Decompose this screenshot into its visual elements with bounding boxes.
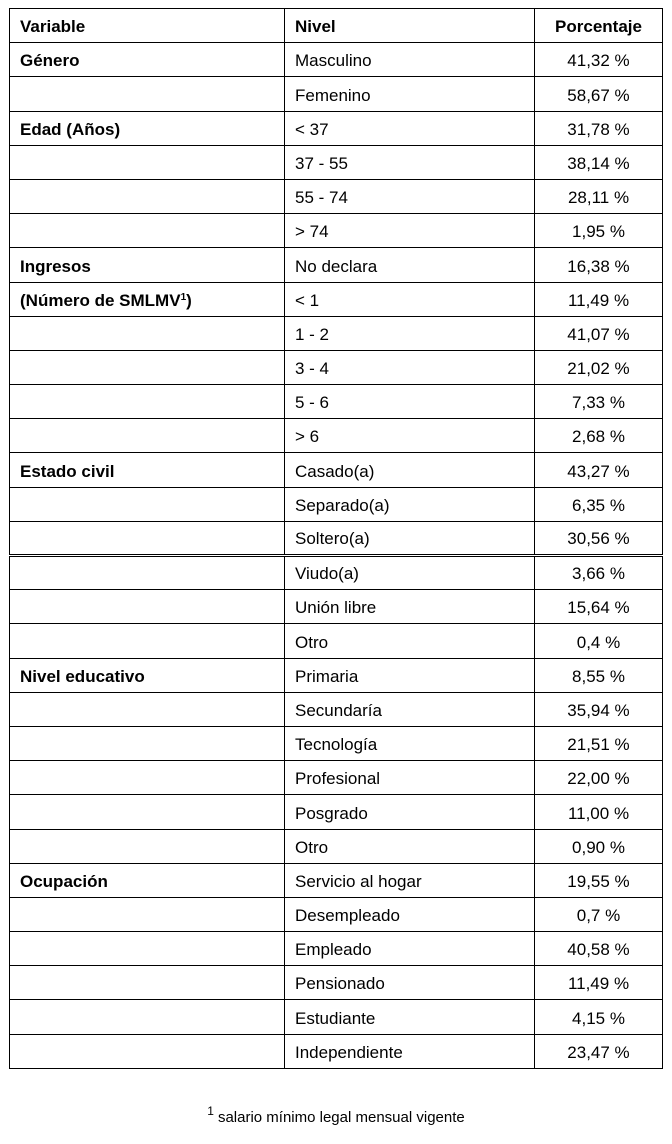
cell-variable [10, 214, 285, 248]
table-row [10, 1034, 663, 1068]
header-porcentaje: Porcentaje [535, 9, 663, 43]
header-nivel: Nivel [285, 9, 535, 43]
cell-nivel: Tecnología [285, 726, 535, 760]
cell-nivel: Primaria [285, 658, 535, 692]
cell-variable [10, 726, 285, 760]
cell-porcentaje: 0,4 % [535, 624, 663, 658]
table-row [10, 897, 663, 931]
table-row [10, 521, 663, 555]
cell-porcentaje: 3,66 % [535, 556, 663, 590]
cell-nivel: Posgrado [285, 795, 535, 829]
cell-variable [10, 590, 285, 624]
cell-porcentaje: 21,51 % [535, 726, 663, 760]
table-row [10, 795, 663, 829]
cell-nivel: Casado(a) [285, 453, 535, 487]
cell-nivel: 1 - 2 [285, 316, 535, 350]
table-row [10, 248, 663, 282]
cell-porcentaje: 21,02 % [535, 350, 663, 384]
cell-porcentaje: 16,38 % [535, 248, 663, 282]
cell-variable [10, 897, 285, 931]
table-row [10, 316, 663, 350]
cell-nivel: Empleado [285, 932, 535, 966]
cell-variable [10, 1000, 285, 1034]
cell-variable [10, 385, 285, 419]
cell-nivel: Estudiante [285, 1000, 535, 1034]
cell-nivel: Otro [285, 624, 535, 658]
table-row [10, 282, 663, 316]
cell-variable [10, 248, 285, 282]
cell-porcentaje: 43,27 % [535, 453, 663, 487]
cell-porcentaje: 4,15 % [535, 1000, 663, 1034]
cell-porcentaje: 41,32 % [535, 43, 663, 77]
cell-porcentaje: 0,90 % [535, 829, 663, 863]
footnote-ref: 1 [180, 291, 187, 303]
cell-porcentaje: 35,94 % [535, 692, 663, 726]
cell-variable [10, 111, 285, 145]
cell-porcentaje: 38,14 % [535, 145, 663, 179]
cell-variable [10, 77, 285, 111]
cell-variable [10, 624, 285, 658]
cell-nivel: Servicio al hogar [285, 863, 535, 897]
cell-nivel: Independiente [285, 1034, 535, 1068]
cell-variable [10, 658, 285, 692]
cell-porcentaje: 31,78 % [535, 111, 663, 145]
table-row [10, 863, 663, 897]
cell-porcentaje: 41,07 % [535, 316, 663, 350]
table-row [10, 556, 663, 590]
cell-nivel: Soltero(a) [285, 521, 535, 555]
cell-nivel: > 74 [285, 214, 535, 248]
table-row [10, 726, 663, 760]
cell-variable [10, 145, 285, 179]
table-row [10, 43, 663, 77]
table-row [10, 419, 663, 453]
variable-label: Género [20, 51, 80, 71]
table-row [10, 77, 663, 111]
cell-porcentaje: 23,47 % [535, 1034, 663, 1068]
header-variable: Variable [10, 9, 285, 43]
cell-nivel: 37 - 55 [285, 145, 535, 179]
cell-variable [10, 282, 285, 316]
cell-porcentaje: 7,33 % [535, 385, 663, 419]
cell-nivel: Desempleado [285, 897, 535, 931]
cell-variable [10, 556, 285, 590]
header-row [10, 9, 663, 43]
cell-nivel: Otro [285, 829, 535, 863]
cell-porcentaje: 2,68 % [535, 419, 663, 453]
cell-porcentaje: 22,00 % [535, 761, 663, 795]
cell-variable [10, 932, 285, 966]
table-row [10, 453, 663, 487]
table-row [10, 214, 663, 248]
cell-variable [10, 487, 285, 521]
table-row [10, 590, 663, 624]
variable-label: (Número de SMLMV [20, 290, 181, 310]
cell-nivel: Viudo(a) [285, 556, 535, 590]
table-row [10, 111, 663, 145]
cell-porcentaje: 1,95 % [535, 214, 663, 248]
cell-nivel: > 6 [285, 419, 535, 453]
table-row [10, 692, 663, 726]
table-row [10, 829, 663, 863]
cell-porcentaje: 8,55 % [535, 658, 663, 692]
table-row [10, 658, 663, 692]
table-row [10, 145, 663, 179]
table-row [10, 761, 663, 795]
cell-variable [10, 829, 285, 863]
variable-label: Edad (Años) [20, 119, 121, 139]
cell-nivel: No declara [285, 248, 535, 282]
variable-label: Ingresos [20, 256, 91, 276]
cell-variable [10, 43, 285, 77]
cell-nivel: Secundaría [285, 692, 535, 726]
cell-nivel: < 1 [285, 282, 535, 316]
demographics-table [9, 8, 663, 1069]
cell-porcentaje: 40,58 % [535, 932, 663, 966]
cell-porcentaje: 58,67 % [535, 77, 663, 111]
table-row [10, 966, 663, 1000]
cell-nivel: Pensionado [285, 966, 535, 1000]
cell-nivel: 5 - 6 [285, 385, 535, 419]
cell-variable [10, 350, 285, 384]
cell-variable [10, 453, 285, 487]
cell-nivel: Separado(a) [285, 487, 535, 521]
table-row [10, 624, 663, 658]
cell-nivel: 55 - 74 [285, 179, 535, 213]
cell-variable [10, 316, 285, 350]
table-row [10, 932, 663, 966]
footnote-mark: 1 [207, 1104, 214, 1118]
cell-variable [10, 179, 285, 213]
cell-nivel: 3 - 4 [285, 350, 535, 384]
cell-porcentaje: 0,7 % [535, 897, 663, 931]
cell-variable [10, 1034, 285, 1068]
cell-variable [10, 692, 285, 726]
cell-porcentaje: 11,49 % [535, 966, 663, 1000]
cell-porcentaje: 30,56 % [535, 521, 663, 555]
variable-label: Ocupación [20, 871, 108, 891]
variable-label: Estado civil [20, 461, 115, 481]
cell-porcentaje: 28,11 % [535, 179, 663, 213]
variable-label-tail: ) [186, 290, 192, 310]
cell-variable [10, 863, 285, 897]
table-row [10, 385, 663, 419]
cell-porcentaje: 6,35 % [535, 487, 663, 521]
table-row [10, 179, 663, 213]
cell-variable [10, 795, 285, 829]
cell-nivel: < 37 [285, 111, 535, 145]
cell-porcentaje: 19,55 % [535, 863, 663, 897]
table-row [10, 1000, 663, 1034]
table-body [10, 43, 663, 1069]
cell-nivel: Masculino [285, 43, 535, 77]
cell-nivel: Femenino [285, 77, 535, 111]
cell-porcentaje: 11,00 % [535, 795, 663, 829]
table-row [10, 487, 663, 521]
variable-label: Nivel educativo [20, 666, 145, 686]
cell-nivel: Unión libre [285, 590, 535, 624]
table-row [10, 350, 663, 384]
cell-nivel: Profesional [285, 761, 535, 795]
cell-porcentaje: 11,49 % [535, 282, 663, 316]
cell-porcentaje: 15,64 % [535, 590, 663, 624]
cell-variable [10, 966, 285, 1000]
cell-variable [10, 761, 285, 795]
cell-variable [10, 419, 285, 453]
footnote [0, 1106, 672, 1130]
footnote-text: salario mínimo legal mensual vigente [217, 1109, 465, 1126]
cell-variable [10, 521, 285, 555]
